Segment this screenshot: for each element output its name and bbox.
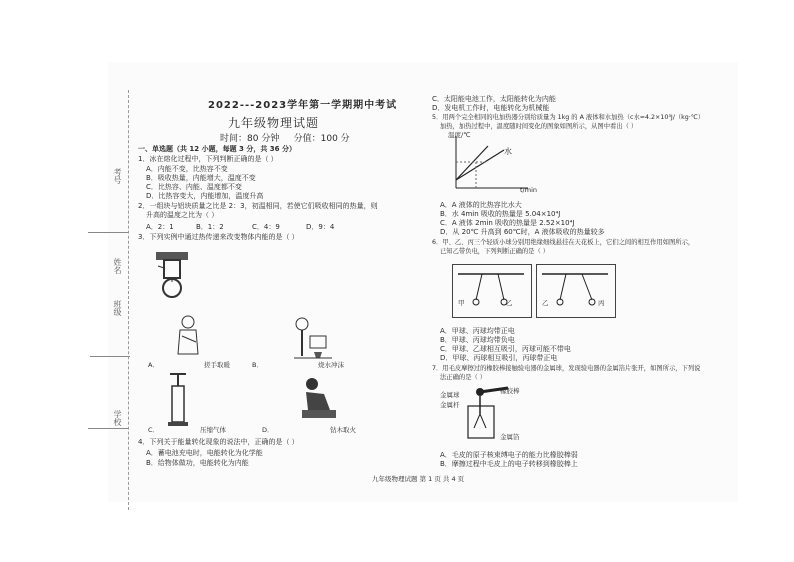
q1-option-c: C．比热容、内能、温度都不变	[146, 183, 242, 191]
q6-label-yi-right: 乙	[542, 299, 549, 307]
question-3: 3．下列实例中通过热传递来改变物体内能的是（ ）	[138, 233, 299, 241]
page-footer: 九年级物理试题 第 1 页 共 4 页	[372, 475, 465, 483]
q3-caption-b: 烧水冲沫	[318, 361, 344, 369]
q6-label-yi-left: 乙	[506, 299, 513, 307]
q7-label-metal-foil: 金属箔	[500, 433, 520, 441]
time-score-row	[220, 131, 350, 144]
q4-option-d: D．发电机工作时，电能转化为机械能	[432, 104, 550, 112]
question-6-cont: 已知乙带负电，下列判断正确的是（ ）	[440, 248, 550, 255]
q2-option-b: B．1：2	[196, 223, 224, 231]
q1-option-d: D．比热容变大，内能增加，温度升高	[146, 192, 264, 200]
rubbing-hands-figure	[170, 314, 210, 360]
q6-label-bing: 丙	[598, 299, 605, 307]
q5-option-b: B．水 4min 吸收的热量是 5.04×10⁴J	[440, 210, 561, 218]
q3-caption-c: 压缩气体	[200, 426, 226, 434]
binding-line	[88, 232, 128, 233]
drilling-fire-figure	[296, 376, 342, 424]
section-heading: 一、单选题（共 12 小题，每题 3 分，共 36 分）	[138, 145, 296, 153]
q7-label-metal-ball: 金属球	[440, 391, 460, 399]
question-7-cont: 法正确的是（ ）	[440, 374, 487, 381]
q3-letter-c: C．	[148, 426, 160, 434]
side-label-name: 姓名	[113, 258, 122, 274]
side-label-class: 班级	[113, 300, 122, 316]
q5-option-a: A．A 液体的比热容比水大	[440, 201, 522, 209]
q4-option-a: A．蓄电池充电时，电能转化为化学能	[146, 449, 263, 457]
question-5-cont: 加热，加热过程中，温度随时间变化的图象如图所示，从图中看出（ ）	[440, 123, 638, 130]
q6-option-b: B．甲球、丙球均带负电	[440, 336, 515, 344]
q3-caption-d: 钻木取火	[330, 426, 356, 434]
binding-line	[90, 356, 130, 357]
q3-letter-a: A．	[148, 361, 159, 369]
graph-x-label: t/min	[520, 186, 537, 194]
question-5: 5．用两个完全相同的电加热器分别给质量为 1kg 的 A 液体和水加热（c水=4.2×10³J/（kg·℃）	[432, 114, 705, 121]
q2-option-d: D．9：4	[306, 223, 335, 231]
subject-title: 九年级物理试题	[228, 116, 320, 130]
score-label: 分值：100 分	[293, 134, 350, 144]
air-pump-figure	[166, 372, 190, 428]
q7-option-a: A．毛皮的原子核束缚电子的能力比橡胶棒弱	[440, 451, 578, 459]
side-label-school: 学校	[113, 410, 122, 426]
boiling-water-figure	[288, 312, 338, 362]
q1-option-a: A．内能不变，比热容不变	[146, 165, 228, 173]
question-1: 1．冰在熔化过程中，下列判断正确的是（ ）	[138, 155, 278, 163]
q2-option-a: A．2：1	[146, 223, 174, 231]
q6-option-c: C．甲球、乙球相互吸引，丙球可能不带电	[440, 345, 571, 353]
question-2: 2．一组块与铝块质量之比是 2：3，初温相同，若使它们吸收相同的热量，则	[138, 202, 378, 210]
question-7: 7．用毛皮摩擦过的橡胶棒接触验电器的金属球，发现验电器的金属箔片张开，如图所示，下列说	[432, 365, 701, 372]
question-6: 6．甲、乙、丙三个轻质小球分别用绝缘细线悬挂在天花板上，它们之间的相互作用如图所示，	[432, 239, 695, 246]
q6-option-d: D．甲球、丙球相互吸引，丙球带正电	[440, 354, 558, 362]
q5-option-c: C．A 液体 2min 吸收的热量是 2.52×10⁴J	[440, 219, 575, 227]
q2-option-c: C．4：9	[252, 223, 280, 231]
q7-option-b: B．摩擦过程中毛皮上的电子转移到橡胶棒上	[440, 460, 578, 468]
q3-letter-b: B．	[252, 361, 263, 369]
binding-line	[88, 428, 128, 429]
q7-label-metal-rod: 金属杆	[440, 401, 460, 409]
exam-sheet	[108, 62, 738, 502]
q7-label-rubber-rod: 橡胶棒	[500, 387, 520, 395]
q5-option-d: D．从 20℃ 升高到 60℃时，A 液体吸收的热量较多	[440, 228, 605, 236]
q3-caption-a: 搓手取暖	[204, 361, 230, 369]
exam-title: 2022---2023学年第一学期期中考试	[208, 100, 398, 111]
time-label: 时间：80 分钟	[220, 134, 280, 144]
q6-option-a: A．甲球、丙球均带正电	[440, 327, 515, 335]
graph-water-label: 水	[504, 147, 512, 156]
question-4: 4．下列关于能量转化现象的说法中，正确的是（ ）	[138, 438, 299, 446]
q1-option-b: B．吸收热量，内能增大，温度不变	[146, 174, 256, 182]
q4-option-c: C．太阳能电池工作，太阳能转化为内能	[432, 95, 556, 103]
question-2-cont: 升高的温度之比为（ ）	[146, 211, 219, 219]
side-label-exam-number: 考号	[113, 168, 122, 184]
steam-engine-figure	[150, 246, 194, 306]
q3-letter-d: D．	[262, 426, 274, 434]
q6-hanging-balls	[452, 264, 614, 316]
q6-label-jia: 甲	[458, 299, 465, 307]
q4-option-b: B．给物体做功，电能转化为内能	[146, 459, 249, 467]
graph-y-label: 温度/℃	[448, 131, 471, 139]
